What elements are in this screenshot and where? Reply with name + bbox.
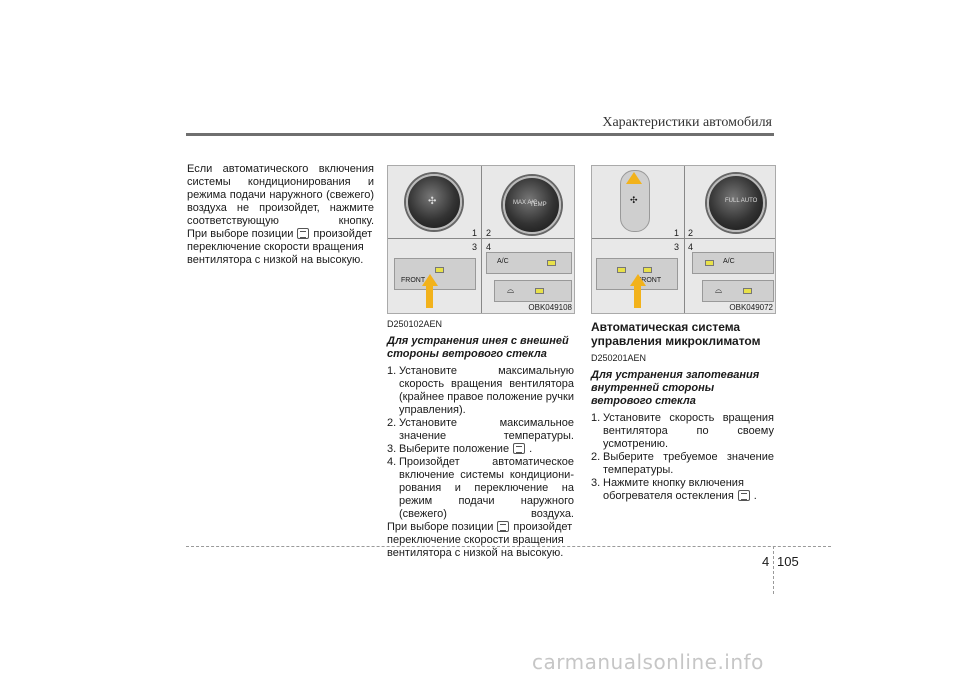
list-item: 2. Выберите требуемое значение температуры. <box>591 451 774 476</box>
up-arrow-icon <box>422 274 438 286</box>
indicator-led <box>617 267 626 273</box>
figure-b-label-1: 1 <box>674 228 680 238</box>
indicator-led <box>643 267 652 273</box>
front-defrost-panel: FRONT <box>394 258 476 290</box>
recirc-button-panel: ⌓ <box>702 280 774 302</box>
fan-rocker-icon: ✣ <box>620 170 650 232</box>
steps-list <box>387 365 574 521</box>
fan-note-end: произойдет переключение скорости вращения вентилятора с низкой на высокую. <box>187 228 373 266</box>
fan-note-paragraph <box>187 228 374 267</box>
figure-divider-horizontal <box>592 238 775 239</box>
list-item: 3. Нажмите кнопку включения обогревателя остекления . <box>591 477 757 502</box>
footer-rule <box>186 546 831 547</box>
fan-knob-icon: ✣ <box>406 174 462 230</box>
subsection-title: Для устранения инея с внешней стороны ветрового стекла <box>387 335 569 360</box>
recirc-button-panel: ⌓ <box>494 280 572 302</box>
intro-paragraph: Если автоматического включения системы кондиционирования и режима подачи наружного (свежего) воздуха не произойдет, нажмите соответствующую кнопку. <box>187 163 374 227</box>
figure-a-label-2: 2 <box>486 228 492 238</box>
ac-led <box>547 260 556 266</box>
figure-divider-vertical <box>684 166 685 313</box>
figure-a-label-3: 3 <box>472 242 478 252</box>
figure-auto-climate <box>591 165 776 314</box>
steps-list <box>591 412 774 503</box>
figure-b-code: OBK049072 <box>729 303 773 312</box>
figure-a-label-1: 1 <box>472 228 478 238</box>
column-2 <box>387 318 574 560</box>
subsection-title: Для устранения запотевания внутренней стороны ветрового стекла <box>591 369 760 407</box>
figure-manual-climate <box>387 165 575 314</box>
chapter-number: 4 <box>762 554 770 569</box>
ac-button-panel: A/C <box>486 252 572 274</box>
list-item: 1. Установите скорость вращения вентилятора по своему усмотрению. <box>591 412 774 450</box>
front-defrost-panel: FRONT <box>596 258 678 290</box>
figure-b-label-3: 3 <box>674 242 680 252</box>
defrost-icon <box>297 228 309 239</box>
up-arrow-stem <box>426 286 433 308</box>
figure-a-label-4: 4 <box>486 242 492 252</box>
up-arrow-stem <box>634 286 641 308</box>
defrost-icon <box>497 521 509 532</box>
list-item: 1. Установите максимальную скорость вращения вентилятора (крайнее правое положение ручки управления). <box>387 365 574 416</box>
indicator-led <box>435 267 444 273</box>
column-1 <box>187 163 374 267</box>
up-arrow-icon <box>626 172 642 184</box>
column-3 <box>591 318 774 503</box>
up-arrow-icon <box>630 274 646 286</box>
footer-divider <box>773 546 774 594</box>
defrost-icon <box>738 490 750 501</box>
figure-b-label-2: 2 <box>688 228 694 238</box>
fan-note-paragraph: При выборе позиции произойдет переключение скорости вращения вентилятора с низкой на высокую. <box>387 521 573 559</box>
section-code: D250102AEN <box>387 319 443 329</box>
defrost-icon <box>513 443 525 454</box>
fan-note-start: При выборе позиции <box>187 228 294 240</box>
page-number: 105 <box>777 554 799 569</box>
watermark: carmanualsonline.info <box>532 650 764 674</box>
list-item: 2. Установите максимальное значение температуры. <box>387 417 574 442</box>
figure-divider-vertical <box>481 166 482 313</box>
recirc-led <box>535 288 544 294</box>
recirc-led <box>743 288 752 294</box>
figure-b-label-4: 4 <box>688 242 694 252</box>
list-item: 4. Произойдет автоматическое включение системы кондициони-рования и переключение на режим подачи наружного (свежего) воздуха. <box>387 456 574 520</box>
page-header-title: Характеристики автомобиля <box>602 115 772 130</box>
section-title: Автоматическая система управления микроклиматом <box>591 320 761 348</box>
list-item: 3. Выберите положение . <box>387 443 533 455</box>
header-rule <box>186 133 774 136</box>
ac-led <box>705 260 714 266</box>
figure-a-code: OBK049108 <box>528 303 572 312</box>
figure-divider-horizontal <box>388 238 574 239</box>
auto-temp-knob-icon: FULL AUTO <box>707 174 765 232</box>
temp-knob-icon: TEMP MAX A/C <box>503 176 561 234</box>
ac-button-panel: A/C <box>692 252 774 274</box>
section-code: D250201AEN <box>591 353 647 363</box>
